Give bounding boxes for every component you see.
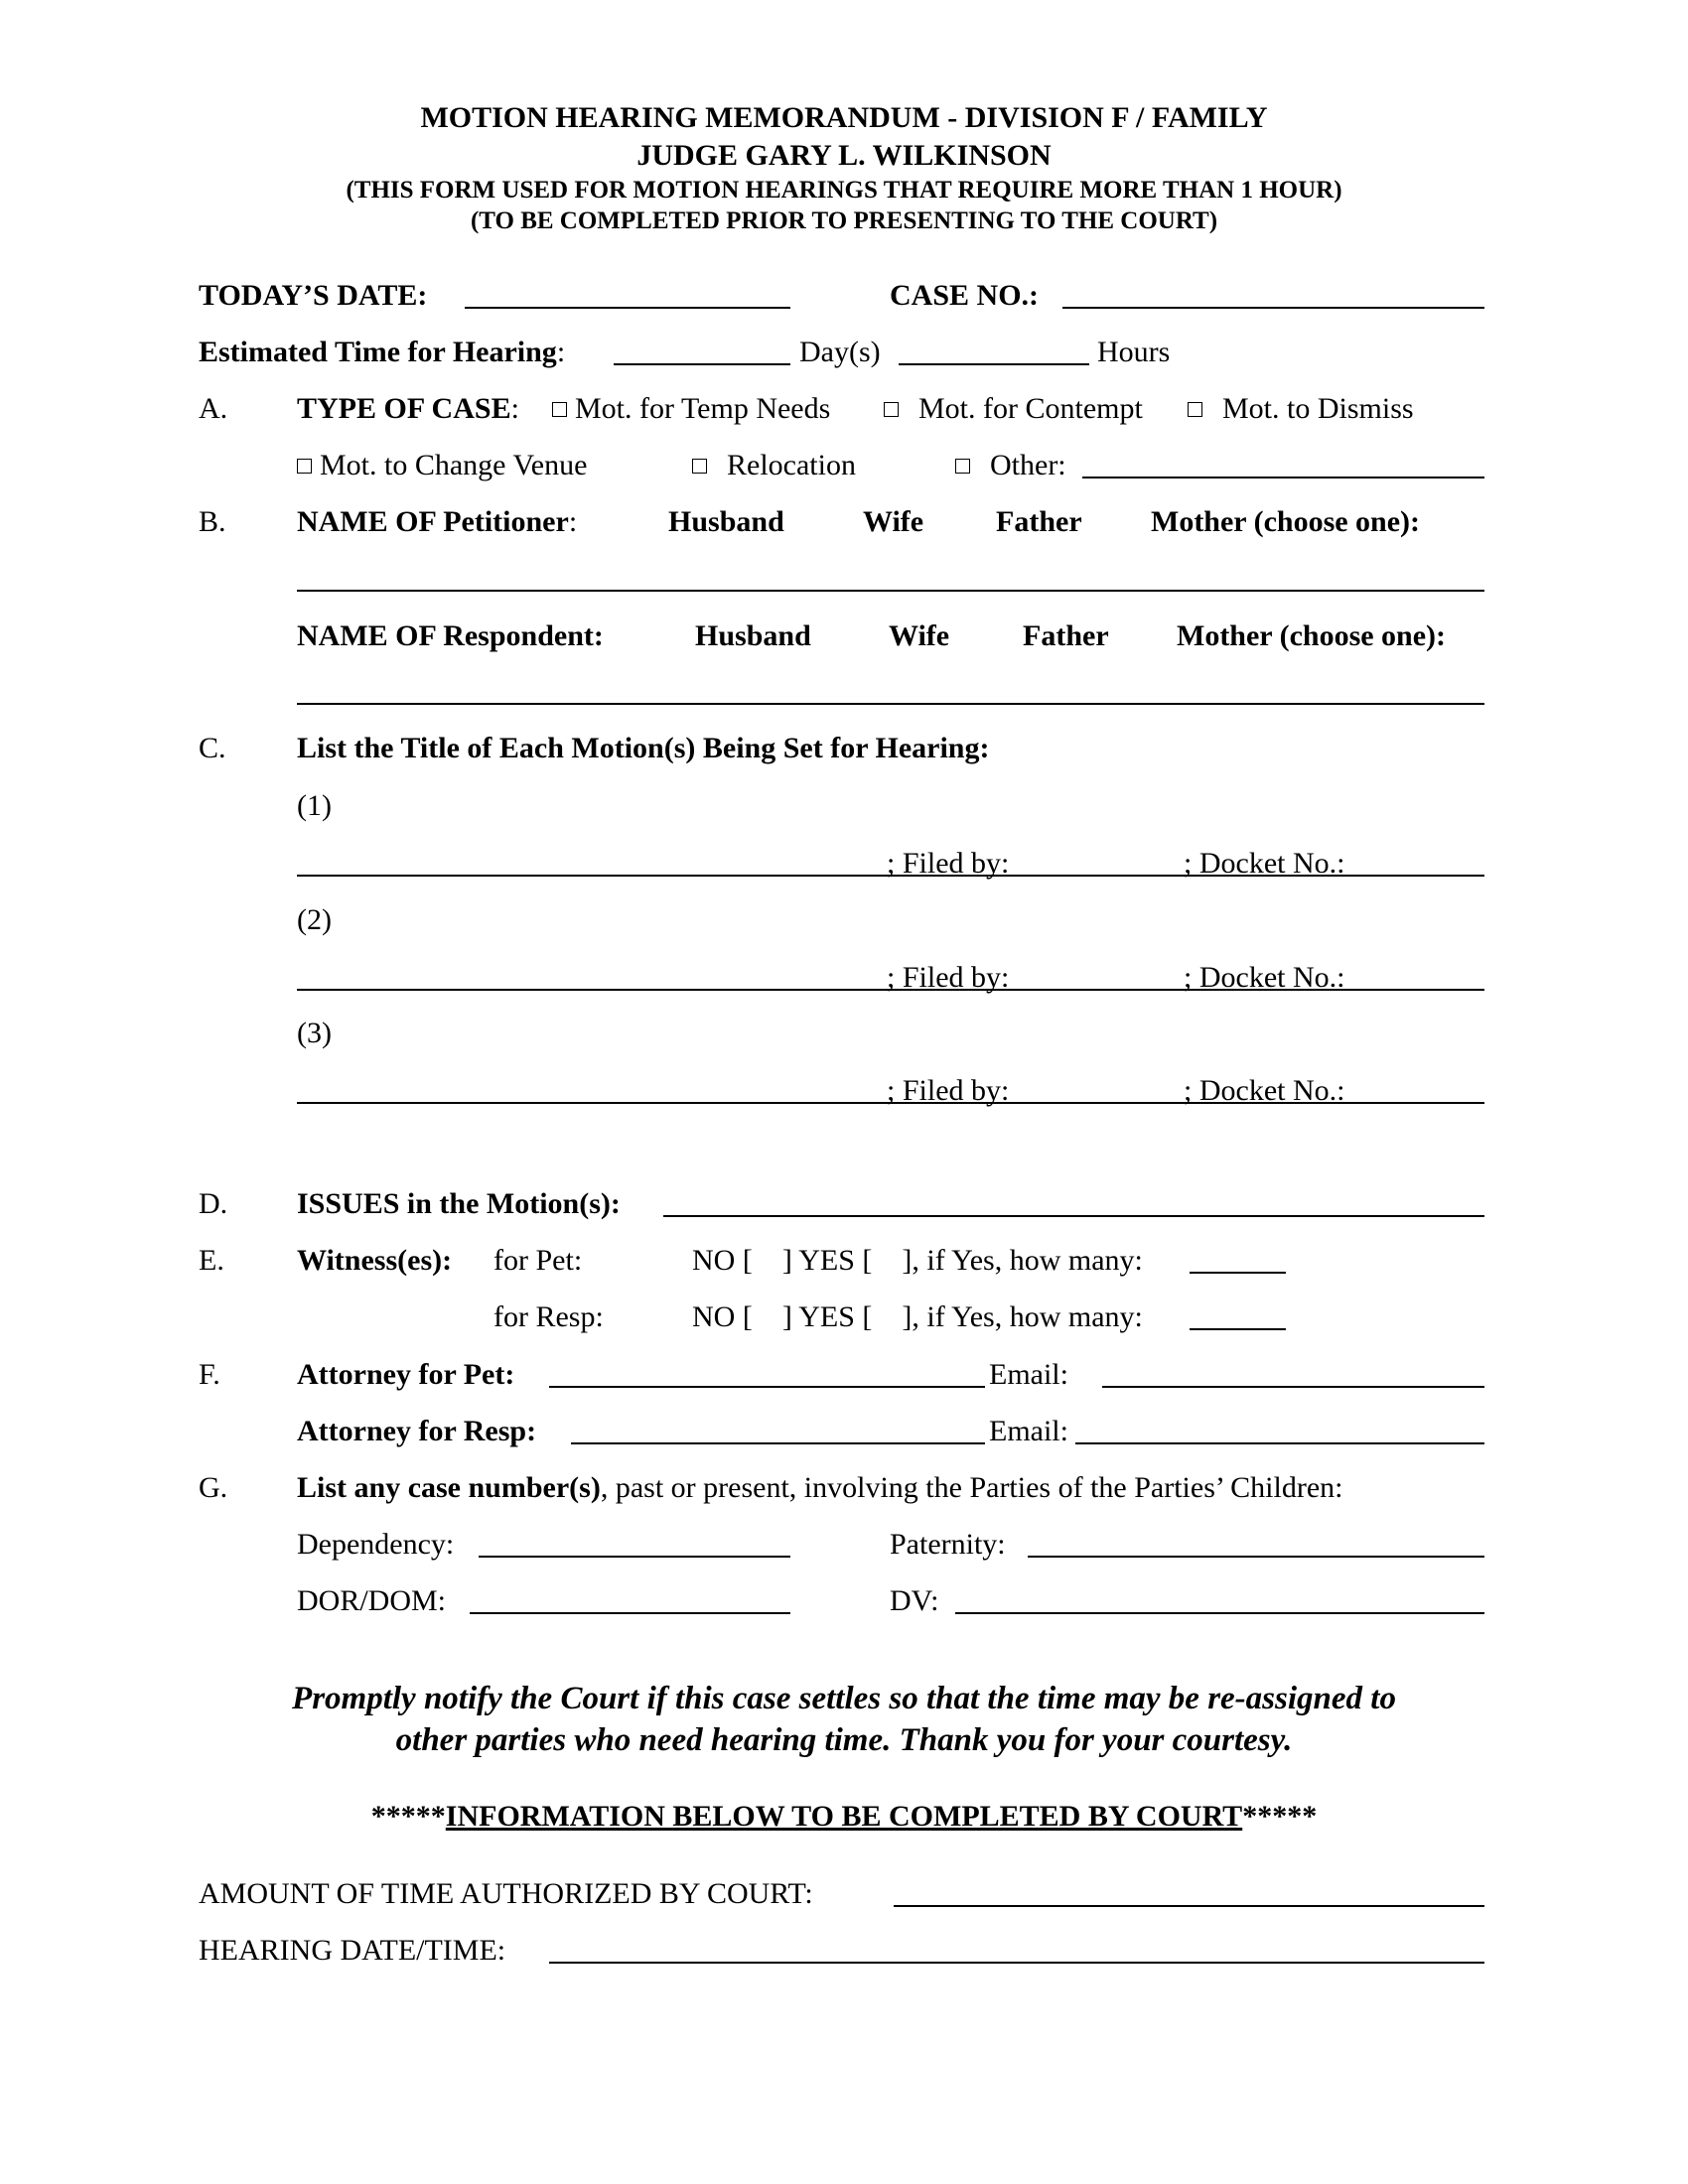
section-c-letter: C. [199,732,226,764]
checkbox-icon[interactable] [297,459,312,474]
estimated-time-label: Estimated Time for Hearing: [199,336,566,368]
issues-field[interactable] [663,1215,1484,1217]
checkbox-icon[interactable] [692,459,707,474]
form-title: MOTION HEARING MEMORANDUM - DIVISION F / FAMILY [420,101,1268,134]
petitioner-label: NAME OF Petitioner: [297,505,578,538]
checkbox-icon[interactable] [1188,402,1202,417]
section-a-letter: A. [199,392,228,425]
notice-line-2: other parties who need hearing time. Thank you for your courtesy. [395,1722,1293,1758]
section-b-letter: B. [199,505,226,538]
dependency-label: Dependency: [297,1528,455,1561]
motion-1-docket: ; Docket No.: [1184,847,1345,880]
hours-field[interactable] [899,363,1089,365]
section-f-letter: F. [199,1358,220,1391]
witness-resp-label: for Resp: [493,1300,604,1333]
section-e-letter: E. [199,1244,224,1277]
judge-name: JUDGE GARY L. WILKINSON [636,139,1052,172]
todays-date-label: TODAY’S DATE: [199,279,428,312]
motion-3-number: (3) [297,1017,332,1049]
witness-resp-choice[interactable]: NO [ ] YES [ ], if Yes, how many: [692,1300,1143,1333]
attorney-pet-email-field[interactable] [1102,1386,1484,1388]
section-d-letter: D. [199,1187,228,1220]
option-other[interactable]: Other: [955,449,1066,482]
option-contempt[interactable]: Mot. for Contempt [884,392,1143,426]
dependency-field[interactable] [479,1556,790,1558]
option-change-venue[interactable]: Mot. to Change Venue [297,449,587,482]
petitioner-name-field[interactable] [297,590,1484,592]
case-no-field[interactable] [1062,307,1484,309]
dor-dom-field[interactable] [470,1612,790,1614]
days-field[interactable] [614,363,790,365]
attorney-resp-label: Attorney for Resp: [297,1415,537,1447]
hours-label: Hours [1097,336,1171,368]
witness-pet-label: for Pet: [493,1244,583,1277]
dv-field[interactable] [955,1612,1484,1614]
respondent-wife[interactable]: Wife [889,619,950,652]
motions-label: List the Title of Each Motion(s) Being Set for Hearing: [297,732,990,764]
witness-resp-count-field[interactable] [1190,1328,1286,1330]
respondent-label: NAME OF Respondent: [297,619,604,652]
motion-2-docket: ; Docket No.: [1184,961,1345,994]
checkbox-icon[interactable] [552,402,567,417]
court-section-heading: *****INFORMATION BELOW TO BE COMPLETED BY COURT***** [370,1800,1318,1833]
motion-2-filed-by: ; Filed by: [887,961,1010,994]
dor-dom-label: DOR/DOM: [297,1584,447,1617]
motion-1-filed-by: ; Filed by: [887,847,1010,880]
dv-label: DV: [890,1584,939,1617]
days-label: Day(s) [799,336,881,368]
witnesses-label: Witness(es): [297,1244,453,1277]
option-relocation[interactable]: Relocation [692,449,856,482]
notice-line-1: Promptly notify the Court if this case settles so that the time may be re-assigned to [292,1681,1396,1716]
witness-pet-count-field[interactable] [1190,1272,1286,1274]
petitioner-mother[interactable]: Mother (choose one): [1151,505,1421,538]
attorney-pet-field[interactable] [549,1386,985,1388]
type-of-case-label: TYPE OF CASE: [297,392,519,425]
attorney-pet-email-label: Email: [989,1358,1068,1391]
hearing-date-label: HEARING DATE/TIME: [199,1934,506,1967]
other-field[interactable] [1082,477,1484,478]
checkbox-icon[interactable] [884,402,899,417]
petitioner-wife[interactable]: Wife [863,505,924,538]
paternity-label: Paternity: [890,1528,1006,1561]
amount-of-time-field[interactable] [894,1905,1484,1907]
option-dismiss[interactable]: Mot. to Dismiss [1188,392,1414,426]
respondent-name-field[interactable] [297,703,1484,705]
attorney-resp-field[interactable] [571,1442,985,1444]
hearing-date-field[interactable] [549,1962,1484,1964]
motion-2-number: (2) [297,903,332,936]
issues-label: ISSUES in the Motion(s): [297,1187,621,1220]
checkbox-icon[interactable] [955,459,970,474]
petitioner-father[interactable]: Father [996,505,1082,538]
attorney-resp-email-label: Email: [989,1415,1068,1447]
section-g-letter: G. [199,1471,228,1504]
motion-1-number: (1) [297,789,332,822]
option-temp-needs[interactable]: Mot. for Temp Needs [552,392,830,426]
case-numbers-label: List any case number(s), past or present, involving the Parties of the Parties’ Children: [297,1471,1343,1504]
case-no-label: CASE NO.: [890,279,1040,312]
petitioner-husband[interactable]: Husband [668,505,784,538]
motion-3-docket: ; Docket No.: [1184,1074,1345,1107]
paternity-field[interactable] [1028,1556,1484,1558]
motion-3-filed-by: ; Filed by: [887,1074,1010,1107]
respondent-mother[interactable]: Mother (choose one): [1177,619,1447,652]
witness-pet-choice[interactable]: NO [ ] YES [ ], if Yes, how many: [692,1244,1143,1277]
amount-of-time-label: AMOUNT OF TIME AUTHORIZED BY COURT: [199,1877,813,1910]
form-note-2: (TO BE COMPLETED PRIOR TO PRESENTING TO THE COURT) [470,207,1218,234]
respondent-father[interactable]: Father [1023,619,1109,652]
attorney-pet-label: Attorney for Pet: [297,1358,515,1391]
todays-date-field[interactable] [465,307,790,309]
attorney-resp-email-field[interactable] [1075,1442,1484,1444]
form-note-1: (THIS FORM USED FOR MOTION HEARINGS THAT REQUIRE MORE THAN 1 HOUR) [346,177,1342,204]
respondent-husband[interactable]: Husband [695,619,811,652]
